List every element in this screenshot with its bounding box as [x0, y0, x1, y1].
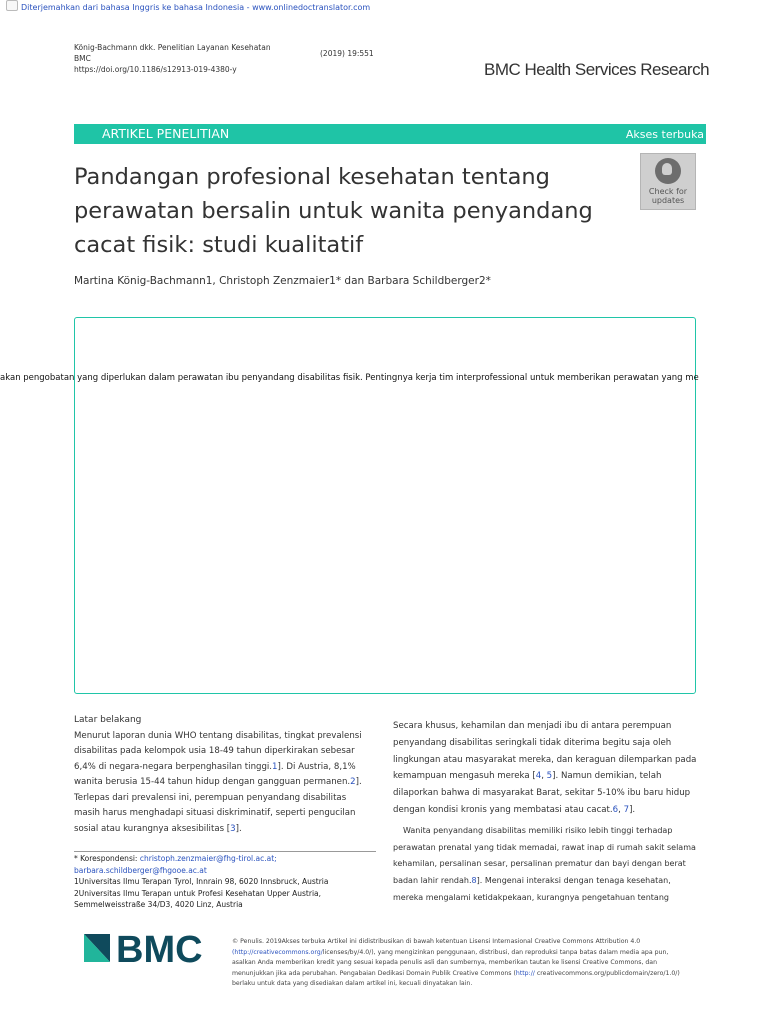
- article-title: [74, 160, 594, 262]
- reference-link[interactable]: 2: [350, 777, 356, 787]
- bmc-logo-mark: [74, 922, 214, 976]
- body-paragraph: Secara khusus, kehamilan dan menjadi ibu di antara perempuan penyandang disabilitas seringkali tidak diterima begitu saja oleh lingkungan atau masyarakat mereka, dan keraguan dilemparkan pada kemampuan mengasuh mereka [4, 5]. Namun demikian, telah dilaporkan bahwa di masyarakat Barat, sekitar 5-10% ibu baru hidup dengan kondisi kronis yang membatasi atau cacat.6, 7].: [393, 721, 697, 815]
- check-for-updates-badge[interactable]: [640, 153, 696, 210]
- journal-name: BMC Health Services Research: [484, 60, 710, 79]
- body-paragraph: Wanita penyandang disabilitas memiliki risiko lebih tinggi terhadap perawatan prenatal yang tidak memadai, rawat inap di rumah sakit selama kehamilan, persalinan sesar, persalinan prematur dan bayi dengan berat badan lahir rendah.8]. Mengenai interaksi dengan tenaga kesehatan, mereka mengalami ketidakpekaan, kurangnya pengetahuan tentang: [393, 825, 696, 902]
- check-updates-text: updates: [651, 196, 685, 205]
- abstract-overflow-text: akan pengobatan yang diperlukan dalam perawatan ibu penyandang disabilitas fisik. Pentingnya kerja tim interprofessional untuk memberikan perawatan yang me: [0, 373, 699, 383]
- license-text: © Penulis. 2019Akses terbuka Artikel ini didistribusikan di bawah ketentuan Lisensi Internasional Creative Commons Attribution 4.0 (http://creativecommons.org/licenses/by/4.0/), yang mengizinkan penggunaan, distribusi, dan reproduksi tanpa batas dalam media apa pun, asalkan Anda memberikan kredit yang sesuai kepada penulis asli dan sumbernya, memberikan tautan ke lisensi Creative Commons, dan menunjukkan jika ada perubahan. Pengabaian Dedikasi Domain Publik Creative Commons (http:// creativecommons.org/publicdomain/zero/1.0/) berlaku untuk data yang disediakan dalam artikel ini, kecuali dinyatakan lain.: [232, 938, 680, 987]
- reference-link[interactable]: 4: [535, 771, 542, 782]
- section-heading: Latar belakang: [74, 715, 142, 725]
- reference-link[interactable]: 1: [272, 761, 278, 772]
- correspondence: * Korespondensi: christoph.zenzmaier@fhg-tirol.ac.at;: [74, 854, 277, 863]
- reference-link[interactable]: 5: [546, 771, 553, 782]
- affiliation: 2Universitas Ilmu Terapan untuk Profesi Kesehatan Upper Austria, Semmelweisstraße 34/D3, 4020 Linz, Austria: [74, 888, 322, 909]
- article-type-banner: [74, 124, 706, 144]
- open-access-label: Akses terbuka: [625, 128, 704, 141]
- document-icon: [6, 0, 18, 11]
- citation-line: König-Bachmann dkk. Penelitian Layanan Kesehatan: [74, 43, 271, 52]
- author-list: Martina König-Bachmann1, Christoph Zenzmaier1* dan Barbara Schildberger2*: [74, 275, 491, 287]
- citation-block: [74, 42, 274, 76]
- license-link[interactable]: http://: [515, 969, 535, 977]
- left-column: [74, 713, 374, 837]
- license-link[interactable]: (http://creativecommons.org/: [232, 948, 323, 956]
- title-line: Pandangan profesional kesehatan tentang: [74, 164, 550, 190]
- reference-link[interactable]: 3: [230, 823, 236, 834]
- affiliation: 1Universitas Ilmu Terapan Tyrol, Innrain 98, 6020 Innsbruck, Austria: [74, 877, 329, 886]
- footnotes: [74, 853, 376, 911]
- title-line: cacat fisik: studi kualitatif: [74, 232, 364, 258]
- reference-link[interactable]: 6: [612, 804, 619, 815]
- article-type-label: ARTIKEL PENELITIAN: [102, 126, 230, 141]
- citation-line: BMC: [74, 54, 91, 63]
- reference-link[interactable]: 8: [471, 876, 477, 886]
- bmc-logo: [74, 922, 214, 976]
- check-updates-text: Check for: [648, 187, 688, 196]
- email-link[interactable]: christoph.zenzmaier@fhg-tirol.ac.at;: [139, 854, 277, 863]
- translator-note[interactable]: Diterjemahkan dari bahasa Inggris ke bahasa Indonesia - www.onlinedoctranslator.com: [6, 0, 370, 12]
- reference-link[interactable]: 7: [623, 804, 630, 815]
- volume-info: (2019) 19:551: [320, 49, 374, 58]
- doi-link[interactable]: https://doi.org/10.1186/s12913-019-4380-y: [74, 65, 237, 74]
- email-link[interactable]: barbara.schildberger@fhgooe.ac.at: [74, 865, 207, 875]
- right-column: [393, 718, 697, 907]
- footnote-divider: [74, 851, 376, 852]
- title-line: perawatan bersalin untuk wanita penyandang: [74, 198, 593, 224]
- bookmark-icon: [655, 158, 681, 184]
- background-paragraph: Menurut laporan dunia WHO tentang disabilitas, tingkat prevalensi disabilitas pada kelompok usia 18-49 tahun diperkirakan sebesar 6,4% di negara-negara berpenghasilan tinggi.1]. Di Austria, 8,1% wanita berusia 15-44 tahun hidup dengan gangguan permanen.2]. Terlepas dari prevalensi ini, perempuan penyandang disabilitas masih harus menghadapi situasi diskriminatif, seperti pengucilan sosial atau kurangnya aksesibilitas [3].: [74, 730, 362, 834]
- bmc-logo-text: BMC: [116, 929, 203, 971]
